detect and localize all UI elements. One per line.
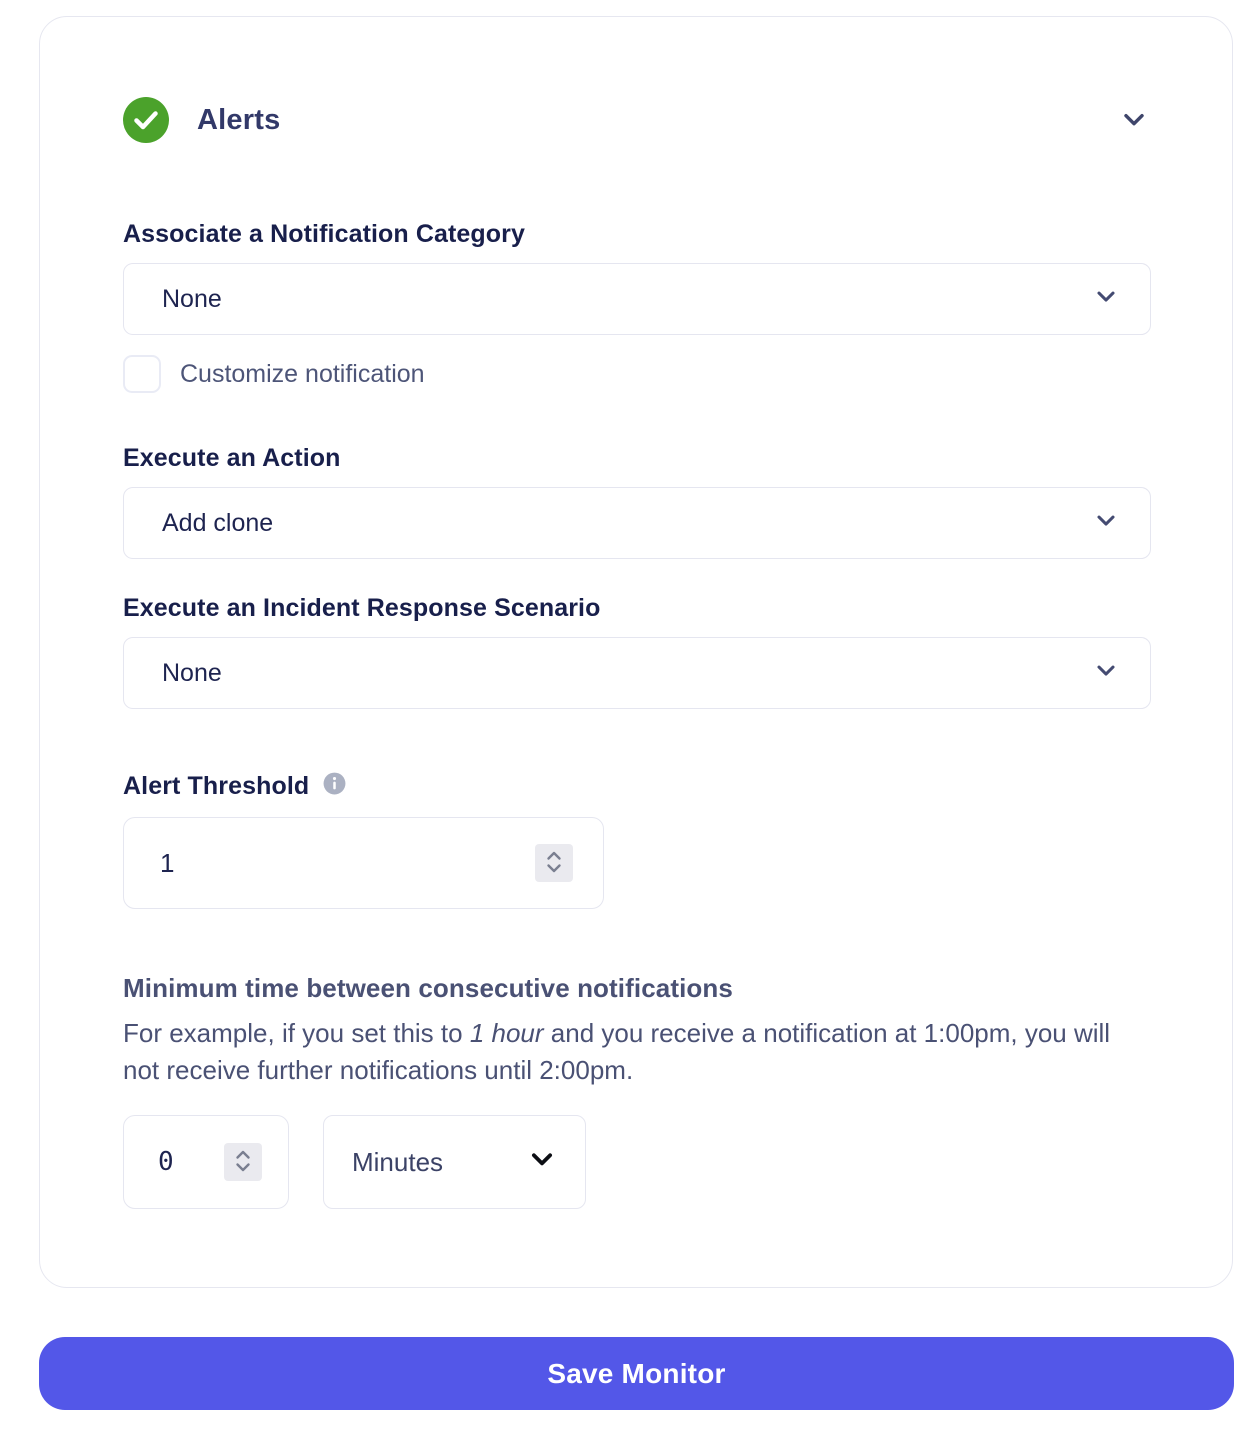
- chevron-down-icon: [1092, 656, 1120, 691]
- stepper-up-down-icon: [543, 848, 565, 879]
- save-monitor-button[interactable]: Save Monitor: [39, 1337, 1234, 1410]
- min-time-description: [123, 1015, 1151, 1089]
- min-time-heading: Minimum time between consecutive notifications: [123, 973, 733, 1003]
- chevron-down-icon: [527, 1144, 557, 1181]
- alert-threshold-input[interactable]: [160, 848, 408, 879]
- alerts-section-header: [123, 97, 1151, 143]
- check-circle-icon: [123, 97, 169, 143]
- info-icon[interactable]: [322, 771, 347, 801]
- stepper-up-down-icon: [232, 1147, 254, 1178]
- alert-threshold-label: Alert Threshold: [123, 772, 310, 800]
- min-time-stepper[interactable]: [224, 1143, 262, 1181]
- notification-category-value: None: [162, 284, 222, 313]
- collapse-section-button[interactable]: [1117, 103, 1151, 137]
- customize-notification-label: Customize notification: [180, 359, 425, 388]
- chevron-down-icon: [1118, 103, 1150, 138]
- chevron-down-icon: [1092, 282, 1120, 317]
- alert-threshold-label-row: [123, 771, 1151, 801]
- alert-threshold-field: [123, 817, 604, 909]
- action-value: Add clone: [162, 508, 274, 537]
- min-time-desc-prefix: For example, if you set this to: [123, 1018, 470, 1048]
- incident-scenario-label: Execute an Incident Response Scenario: [123, 594, 601, 622]
- chevron-down-icon: [1092, 506, 1120, 541]
- min-time-controls-row: [123, 1115, 1151, 1209]
- min-time-unit-select[interactable]: [323, 1115, 586, 1209]
- min-time-value-input[interactable]: [158, 1147, 220, 1177]
- customize-notification-row: [123, 355, 1151, 393]
- min-time-desc-suffix: and you receive a notification at 1:00pm, you will not receive further notifications until 2:00pm.: [123, 1018, 1111, 1085]
- notification-category-select[interactable]: [123, 263, 1151, 335]
- min-time-desc-italic: 1 hour: [469, 1018, 544, 1048]
- incident-scenario-value: None: [162, 658, 222, 687]
- action-select[interactable]: [123, 487, 1151, 559]
- section-title: Alerts: [197, 103, 281, 136]
- alerts-section-card: [39, 16, 1233, 1288]
- alert-threshold-stepper[interactable]: [535, 844, 573, 882]
- min-time-unit-value: Minutes: [352, 1146, 444, 1177]
- incident-scenario-select[interactable]: [123, 637, 1151, 709]
- action-label: Execute an Action: [123, 444, 341, 472]
- min-time-value-field: [123, 1115, 289, 1209]
- notification-category-label: Associate a Notification Category: [123, 220, 526, 248]
- customize-notification-checkbox[interactable]: [123, 355, 161, 393]
